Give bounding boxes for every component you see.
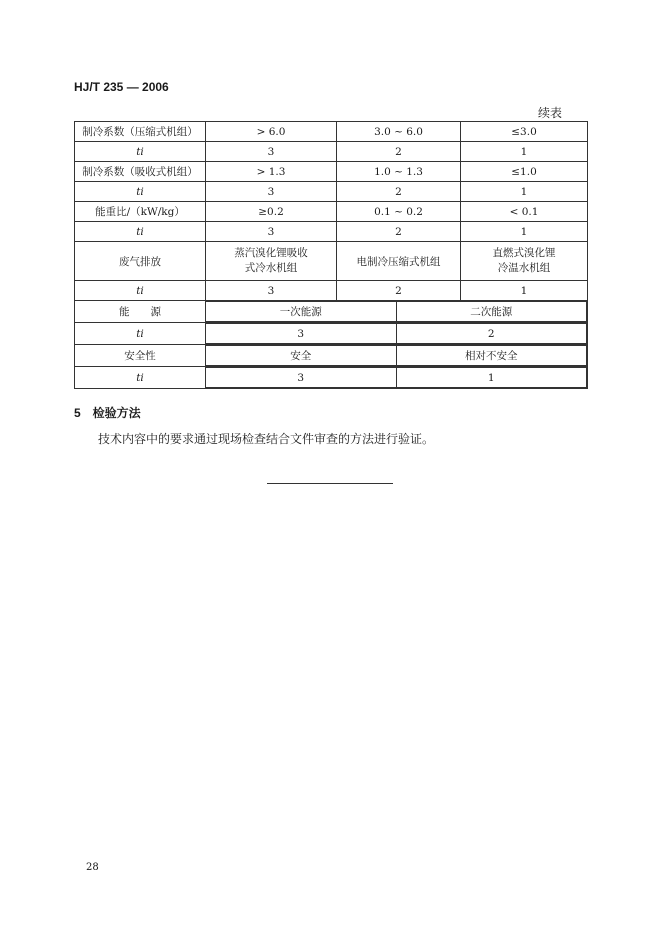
row-label: 制冷系数（吸收式机组） <box>75 162 206 182</box>
row-label: ti <box>75 222 206 242</box>
table-cell: 1 <box>396 368 587 388</box>
split-cell <box>206 367 588 389</box>
table-row <box>75 281 588 301</box>
table-cell: 3 <box>206 281 337 301</box>
table-row <box>75 345 588 367</box>
evaluation-table <box>74 121 588 389</box>
table-cell: 3 <box>206 368 396 388</box>
row-label: 废气排放 <box>75 242 206 281</box>
continued-label: 续表 <box>538 106 563 120</box>
row-label: 安全性 <box>75 345 206 367</box>
row-label: 能 源 <box>75 301 206 323</box>
table-cell: < 0.1 <box>461 202 588 222</box>
standard-header: HJ/T 235 — 2006 <box>74 80 169 94</box>
row-label: ti <box>75 182 206 202</box>
table-cell: 2 <box>337 222 461 242</box>
table-cell: 2 <box>337 182 461 202</box>
table-cell: 3 <box>206 182 337 202</box>
section-5-body: 技术内容中的要求通过现场检查结合文件审查的方法进行验证。 <box>98 432 435 446</box>
table-cell: 2 <box>396 324 587 344</box>
table-row <box>75 323 588 345</box>
table-cell: 相对不安全 <box>396 346 587 366</box>
end-rule <box>267 483 393 484</box>
cell-line: 式冷水机组 <box>244 262 298 274</box>
page-number: 28 <box>86 862 99 873</box>
table-cell: 3.0 ~ 6.0 <box>337 122 461 142</box>
table-cell: > 6.0 <box>206 122 337 142</box>
table-cell <box>206 242 337 281</box>
table-cell: ≤3.0 <box>461 122 588 142</box>
row-label: 能重比/（kW/kg） <box>75 202 206 222</box>
table-cell: ≥0.2 <box>206 202 337 222</box>
table-cell: 3 <box>206 222 337 242</box>
table-row <box>75 142 588 162</box>
table-cell: 电制冷压缩式机组 <box>337 242 461 281</box>
table-cell: 2 <box>337 142 461 162</box>
cell-line: 直燃式溴化锂 <box>492 247 556 259</box>
table-cell: 3 <box>206 142 337 162</box>
split-cell <box>206 323 588 345</box>
table-cell: 安全 <box>206 346 396 366</box>
row-label: 制冷系数（压缩式机组） <box>75 122 206 142</box>
table-cell: 3 <box>206 324 396 344</box>
table-cell: 1 <box>461 182 588 202</box>
split-cell <box>206 301 588 323</box>
table-cell: 二次能源 <box>396 302 587 322</box>
table-cell: > 1.3 <box>206 162 337 182</box>
table-row <box>75 202 588 222</box>
row-label: ti <box>75 281 206 301</box>
row-label: ti <box>75 367 206 389</box>
table-row <box>75 162 588 182</box>
table-cell: 1 <box>461 142 588 162</box>
table-row <box>75 122 588 142</box>
row-label: ti <box>75 142 206 162</box>
table-row <box>75 222 588 242</box>
table-cell: 一次能源 <box>206 302 396 322</box>
table-cell <box>461 242 588 281</box>
table-cell: 1 <box>461 281 588 301</box>
table-cell: 2 <box>337 281 461 301</box>
table-row <box>75 242 588 281</box>
row-label: ti <box>75 323 206 345</box>
table-cell: ≤1.0 <box>461 162 588 182</box>
table-row <box>75 367 588 389</box>
split-cell <box>206 345 588 367</box>
cell-line: 蒸汽溴化锂吸收 <box>234 247 308 259</box>
table-row <box>75 182 588 202</box>
cell-line: 冷温水机组 <box>497 262 551 274</box>
table-cell: 1 <box>461 222 588 242</box>
table-cell: 1.0 ~ 1.3 <box>337 162 461 182</box>
table-row <box>75 301 588 323</box>
section-5-title: 5 检验方法 <box>74 406 141 420</box>
table-cell: 0.1 ~ 0.2 <box>337 202 461 222</box>
